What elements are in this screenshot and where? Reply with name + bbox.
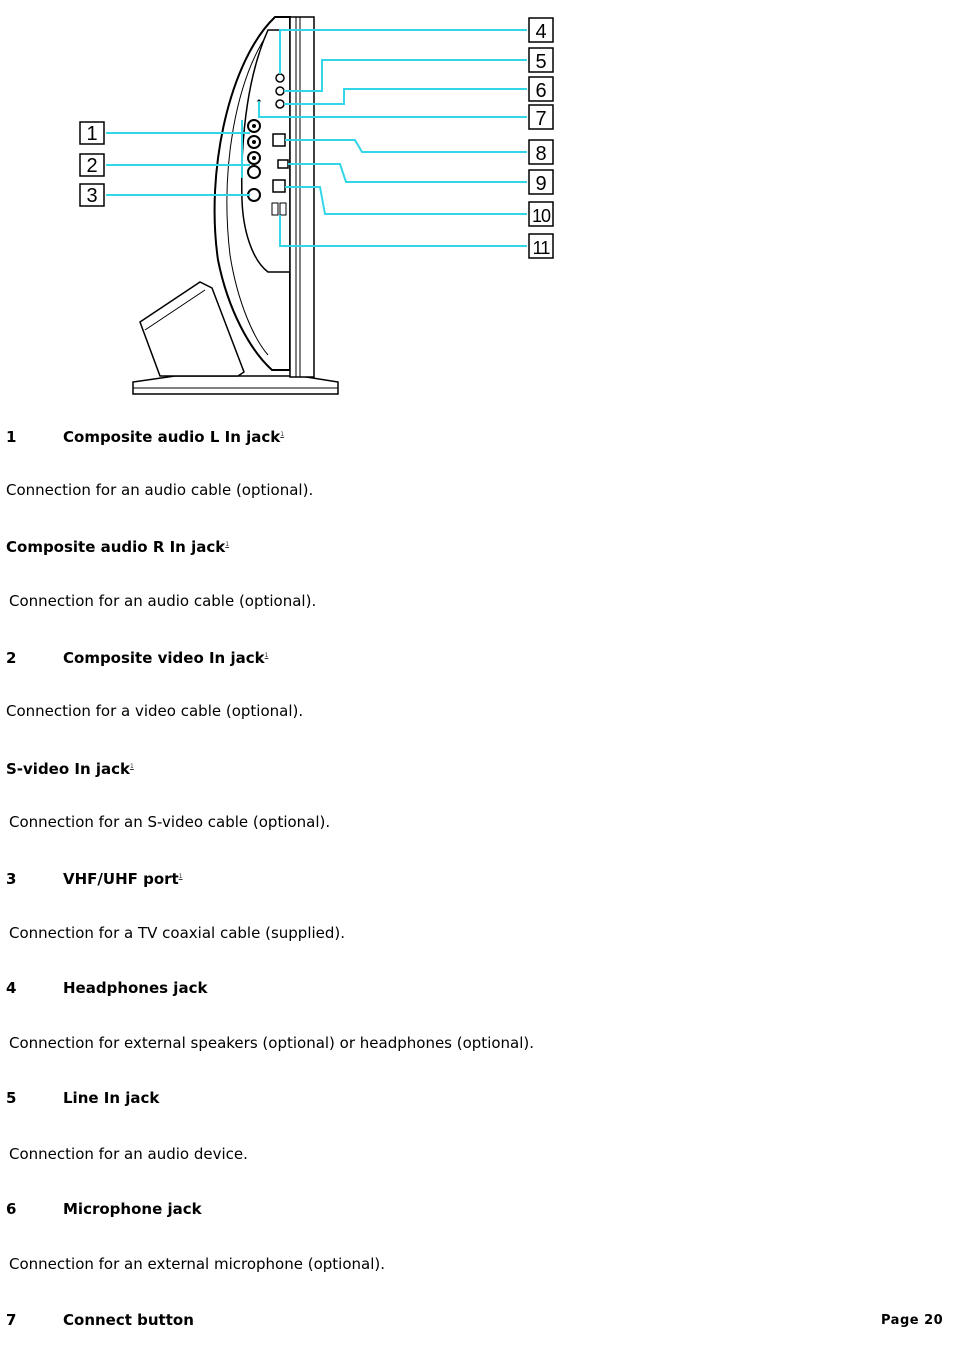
item-number: 2 [6, 649, 17, 667]
svg-text:2: 2 [86, 155, 98, 177]
item-title: Composite audio L In jack [63, 428, 281, 446]
side-view-diagram [0, 0, 954, 405]
item-heading [6, 1089, 159, 1107]
callout-2 [80, 154, 104, 177]
item-description: Connection for external speakers (optional) or headphones (optional). [9, 1034, 535, 1052]
item-title: S-video In jack [6, 760, 130, 778]
item-heading [6, 868, 183, 888]
item-title: Microphone jack [63, 1200, 202, 1218]
svg-text:10: 10 [531, 206, 551, 226]
svg-text:5: 5 [535, 51, 547, 73]
item-description: Connection for an external microphone (optional). [9, 1255, 386, 1273]
callout-4 [529, 18, 553, 43]
item-heading [6, 647, 268, 667]
footnote-link[interactable]: 1 [130, 763, 134, 770]
item-description: Connection for an audio cable (optional). [6, 481, 314, 499]
item-heading [6, 426, 284, 446]
footnote-link[interactable]: 1 [264, 652, 269, 659]
item-heading [6, 758, 134, 778]
callout-6 [529, 77, 553, 102]
svg-text:6: 6 [535, 80, 547, 102]
svg-text:1: 1 [86, 123, 98, 145]
item-title: VHF/UHF port [63, 870, 179, 888]
item-description: Connection for an audio cable (optional). [9, 592, 317, 610]
callout-9 [529, 170, 553, 195]
item-description: Connection for an S-video cable (optional). [9, 813, 331, 831]
item-heading [6, 536, 229, 556]
svg-text:11: 11 [532, 238, 550, 258]
callout-10 [529, 202, 553, 226]
footnote-link[interactable]: 1 [178, 873, 183, 880]
item-title: Composite audio R In jack [6, 538, 226, 556]
footnote-link[interactable]: 1 [225, 541, 230, 548]
callout-1 [80, 122, 104, 145]
item-description: Connection for a TV coaxial cable (supplied). [9, 924, 346, 942]
item-heading [6, 979, 207, 997]
callout-7 [529, 105, 553, 130]
item-heading [6, 1311, 194, 1329]
item-number: 5 [6, 1089, 17, 1107]
callout-3 [80, 184, 104, 207]
svg-text:8: 8 [535, 143, 547, 165]
svg-text:7: 7 [535, 108, 547, 130]
svg-text:3: 3 [86, 185, 98, 207]
svg-text:4: 4 [535, 21, 547, 43]
page-number: Page 20 [881, 1313, 944, 1328]
item-description: Connection for a video cable (optional). [6, 702, 304, 720]
callout-11 [529, 234, 553, 258]
footnote-link[interactable]: 1 [280, 431, 285, 438]
item-title: Connect button [63, 1311, 194, 1329]
item-number: 7 [6, 1311, 17, 1329]
item-title: Composite video In jack [63, 649, 265, 667]
callout-5 [529, 48, 553, 73]
item-number: 1 [6, 428, 17, 446]
callout-8 [529, 140, 553, 165]
item-heading [6, 1200, 202, 1218]
item-title: Line In jack [63, 1089, 160, 1107]
item-number: 6 [6, 1200, 17, 1218]
item-number: 3 [6, 870, 17, 888]
item-number: 4 [6, 979, 17, 997]
item-description: Connection for an audio device. [9, 1145, 248, 1163]
svg-text:9: 9 [535, 173, 547, 195]
item-title: Headphones jack [63, 979, 208, 997]
